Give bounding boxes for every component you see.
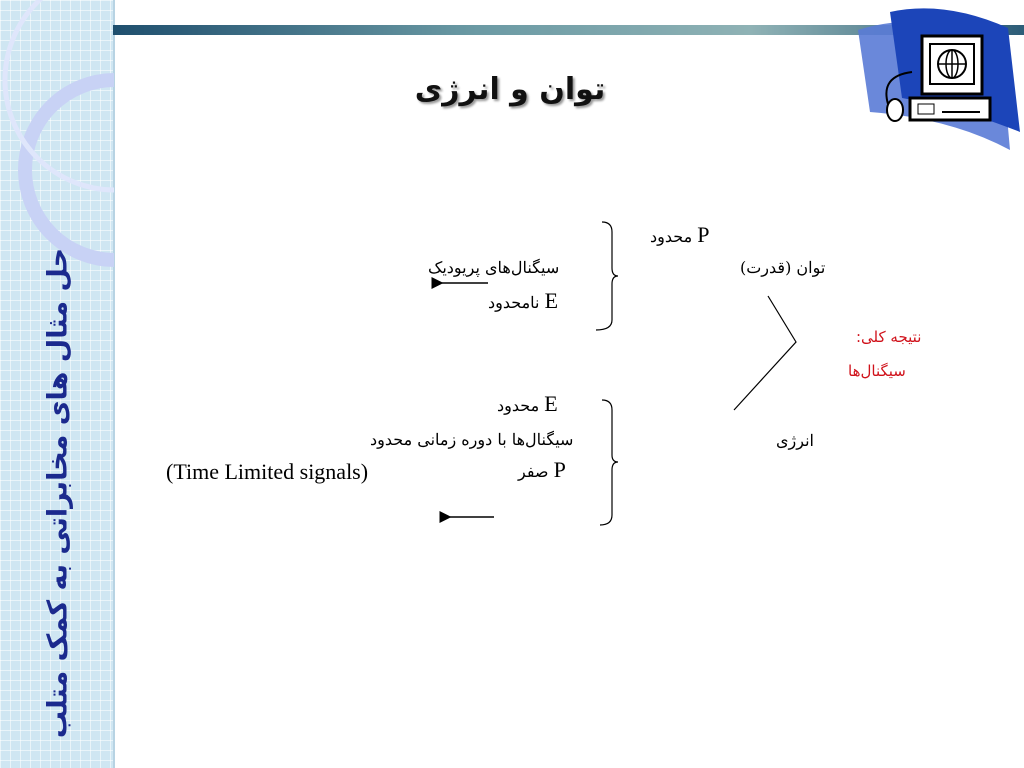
energy-brace — [600, 400, 618, 525]
energy-letter-e-limited: E — [544, 391, 558, 416]
energy-limited-row — [497, 391, 558, 417]
power-label: توان (قدرت) — [740, 258, 826, 277]
power-limited-row — [650, 222, 710, 248]
energy-unlimited-row — [488, 288, 558, 314]
conclusion-signals: سیگنال‌ها — [848, 362, 906, 380]
computer-monitor-icon — [858, 8, 1020, 150]
conclusion-heading: نتیجه کلی: — [856, 328, 922, 346]
angle-connector — [734, 296, 796, 410]
keyboard-icon — [910, 98, 990, 120]
power-zero-text: صفر — [518, 462, 549, 481]
energy-unlimited-text: نامحدود — [488, 293, 540, 312]
slide-title: توان و انرژی — [414, 72, 606, 107]
computer-clipart — [850, 0, 1024, 160]
globe-icon — [938, 50, 966, 78]
power-letter-p: P — [697, 222, 710, 247]
power-brace — [596, 222, 618, 330]
power-zero-row — [518, 457, 566, 483]
energy-limited-text: محدود — [497, 396, 540, 415]
power-letter-p-zero: P — [553, 457, 566, 482]
energy-letter-e: E — [544, 288, 559, 313]
power-limited-text: محدود — [650, 227, 693, 246]
sidebar-title: حل مثال های مخابراتی به کمک متلب — [42, 247, 74, 739]
time-limited-english-note: (Time Limited signals) — [166, 459, 369, 484]
sidebar-panel — [0, 0, 115, 768]
time-limited-signals-text: سیگنال‌ها با دوره زمانی محدود — [370, 430, 574, 449]
energy-label: انرژی — [776, 431, 814, 450]
periodic-signals-text: سیگنال‌های پریودیک — [428, 258, 560, 277]
